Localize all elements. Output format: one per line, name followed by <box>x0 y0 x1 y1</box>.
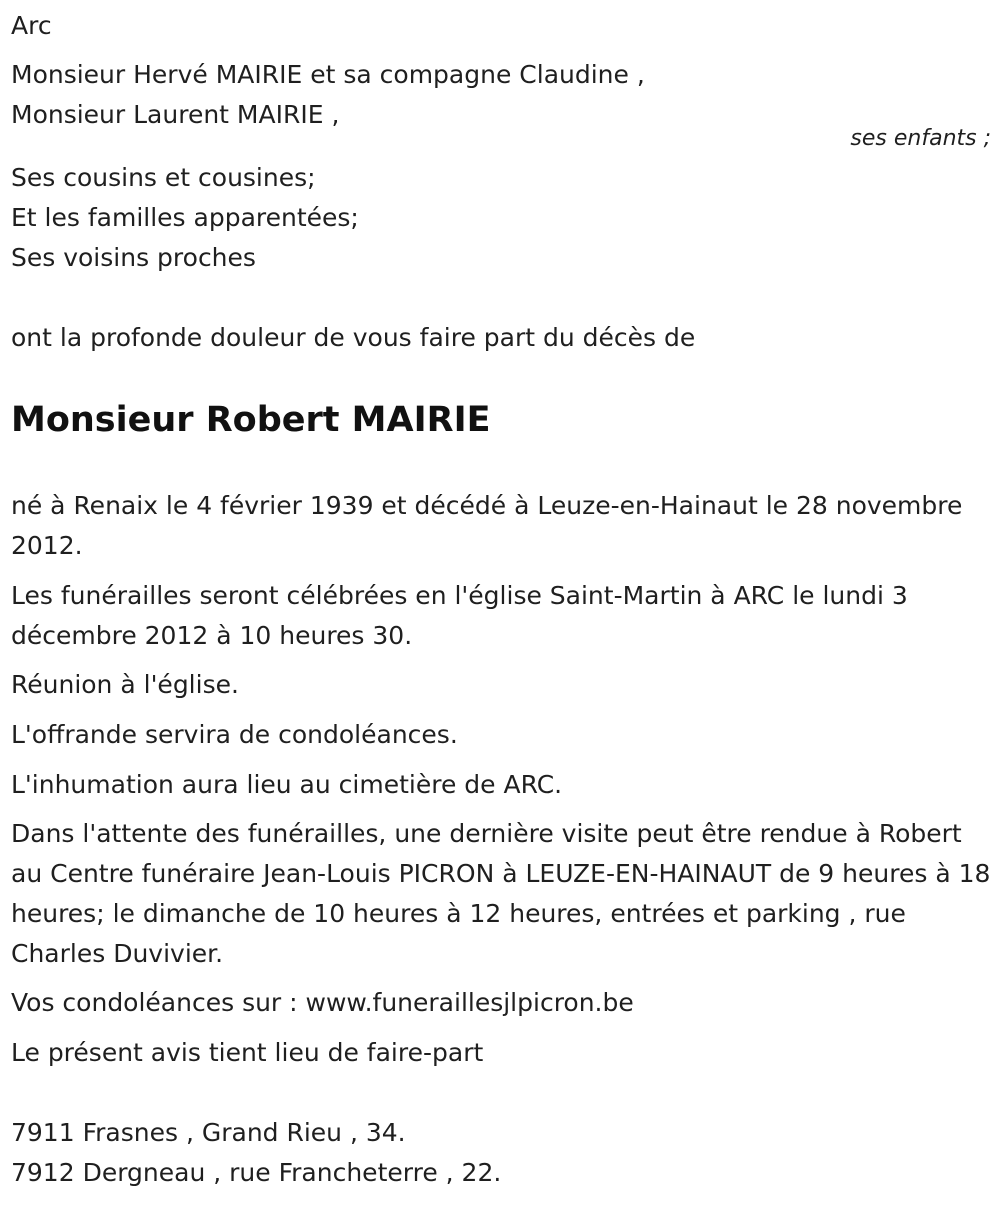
relatives-line: Ses cousins et cousines; <box>11 163 316 192</box>
family-member-line: Monsieur Hervé MAIRIE et sa compagne Claudine , <box>11 60 645 89</box>
address-line: 7912 Dergneau , rue Francheterre , 22. <box>11 1158 502 1187</box>
condolences-paragraph: Vos condoléances sur : www.funeraillesjlpicron.be <box>11 988 634 1017</box>
funeral-paragraph: Les funérailles seront célébrées en l'église Saint-Martin à ARC le lundi 3 décembre 2012 à 10 heures 30. <box>11 581 908 650</box>
family-member-line: Monsieur Laurent MAIRIE , <box>11 100 340 129</box>
address-line: 7911 Frasnes , Grand Rieu , 34. <box>11 1118 406 1147</box>
visit-paragraph: Dans l'attente des funérailles, une dernière visite peut être rendue à Robert au Centre funéraire Jean-Louis PICRON à LEUZE-EN-HAINAUT de 9 heures à 18 heures; le dimanche de 10 heures à 12 heures, entrées et parking , rue Charles Duvivier. <box>11 819 991 968</box>
place-name: Arc <box>11 11 52 40</box>
relatives-line: Ses voisins proches <box>11 243 256 272</box>
offering-paragraph: L'offrande servira de condoléances. <box>11 720 458 749</box>
announcement-text: ont la profonde douleur de vous faire part du décès de <box>11 323 696 352</box>
meeting-paragraph: Réunion à l'église. <box>11 670 239 699</box>
family-role-label: ses enfants ; <box>850 126 991 151</box>
deceased-name: Monsieur Robert MAIRIE <box>11 400 491 440</box>
notice-paragraph: Le présent avis tient lieu de faire-part <box>11 1038 484 1067</box>
birth-death-paragraph: né à Renaix le 4 février 1939 et décédé à Leuze-en-Hainaut le 28 novembre 2012. <box>11 491 963 560</box>
relatives-line: Et les familles apparentées; <box>11 203 359 232</box>
burial-paragraph: L'inhumation aura lieu au cimetière de ARC. <box>11 770 563 799</box>
